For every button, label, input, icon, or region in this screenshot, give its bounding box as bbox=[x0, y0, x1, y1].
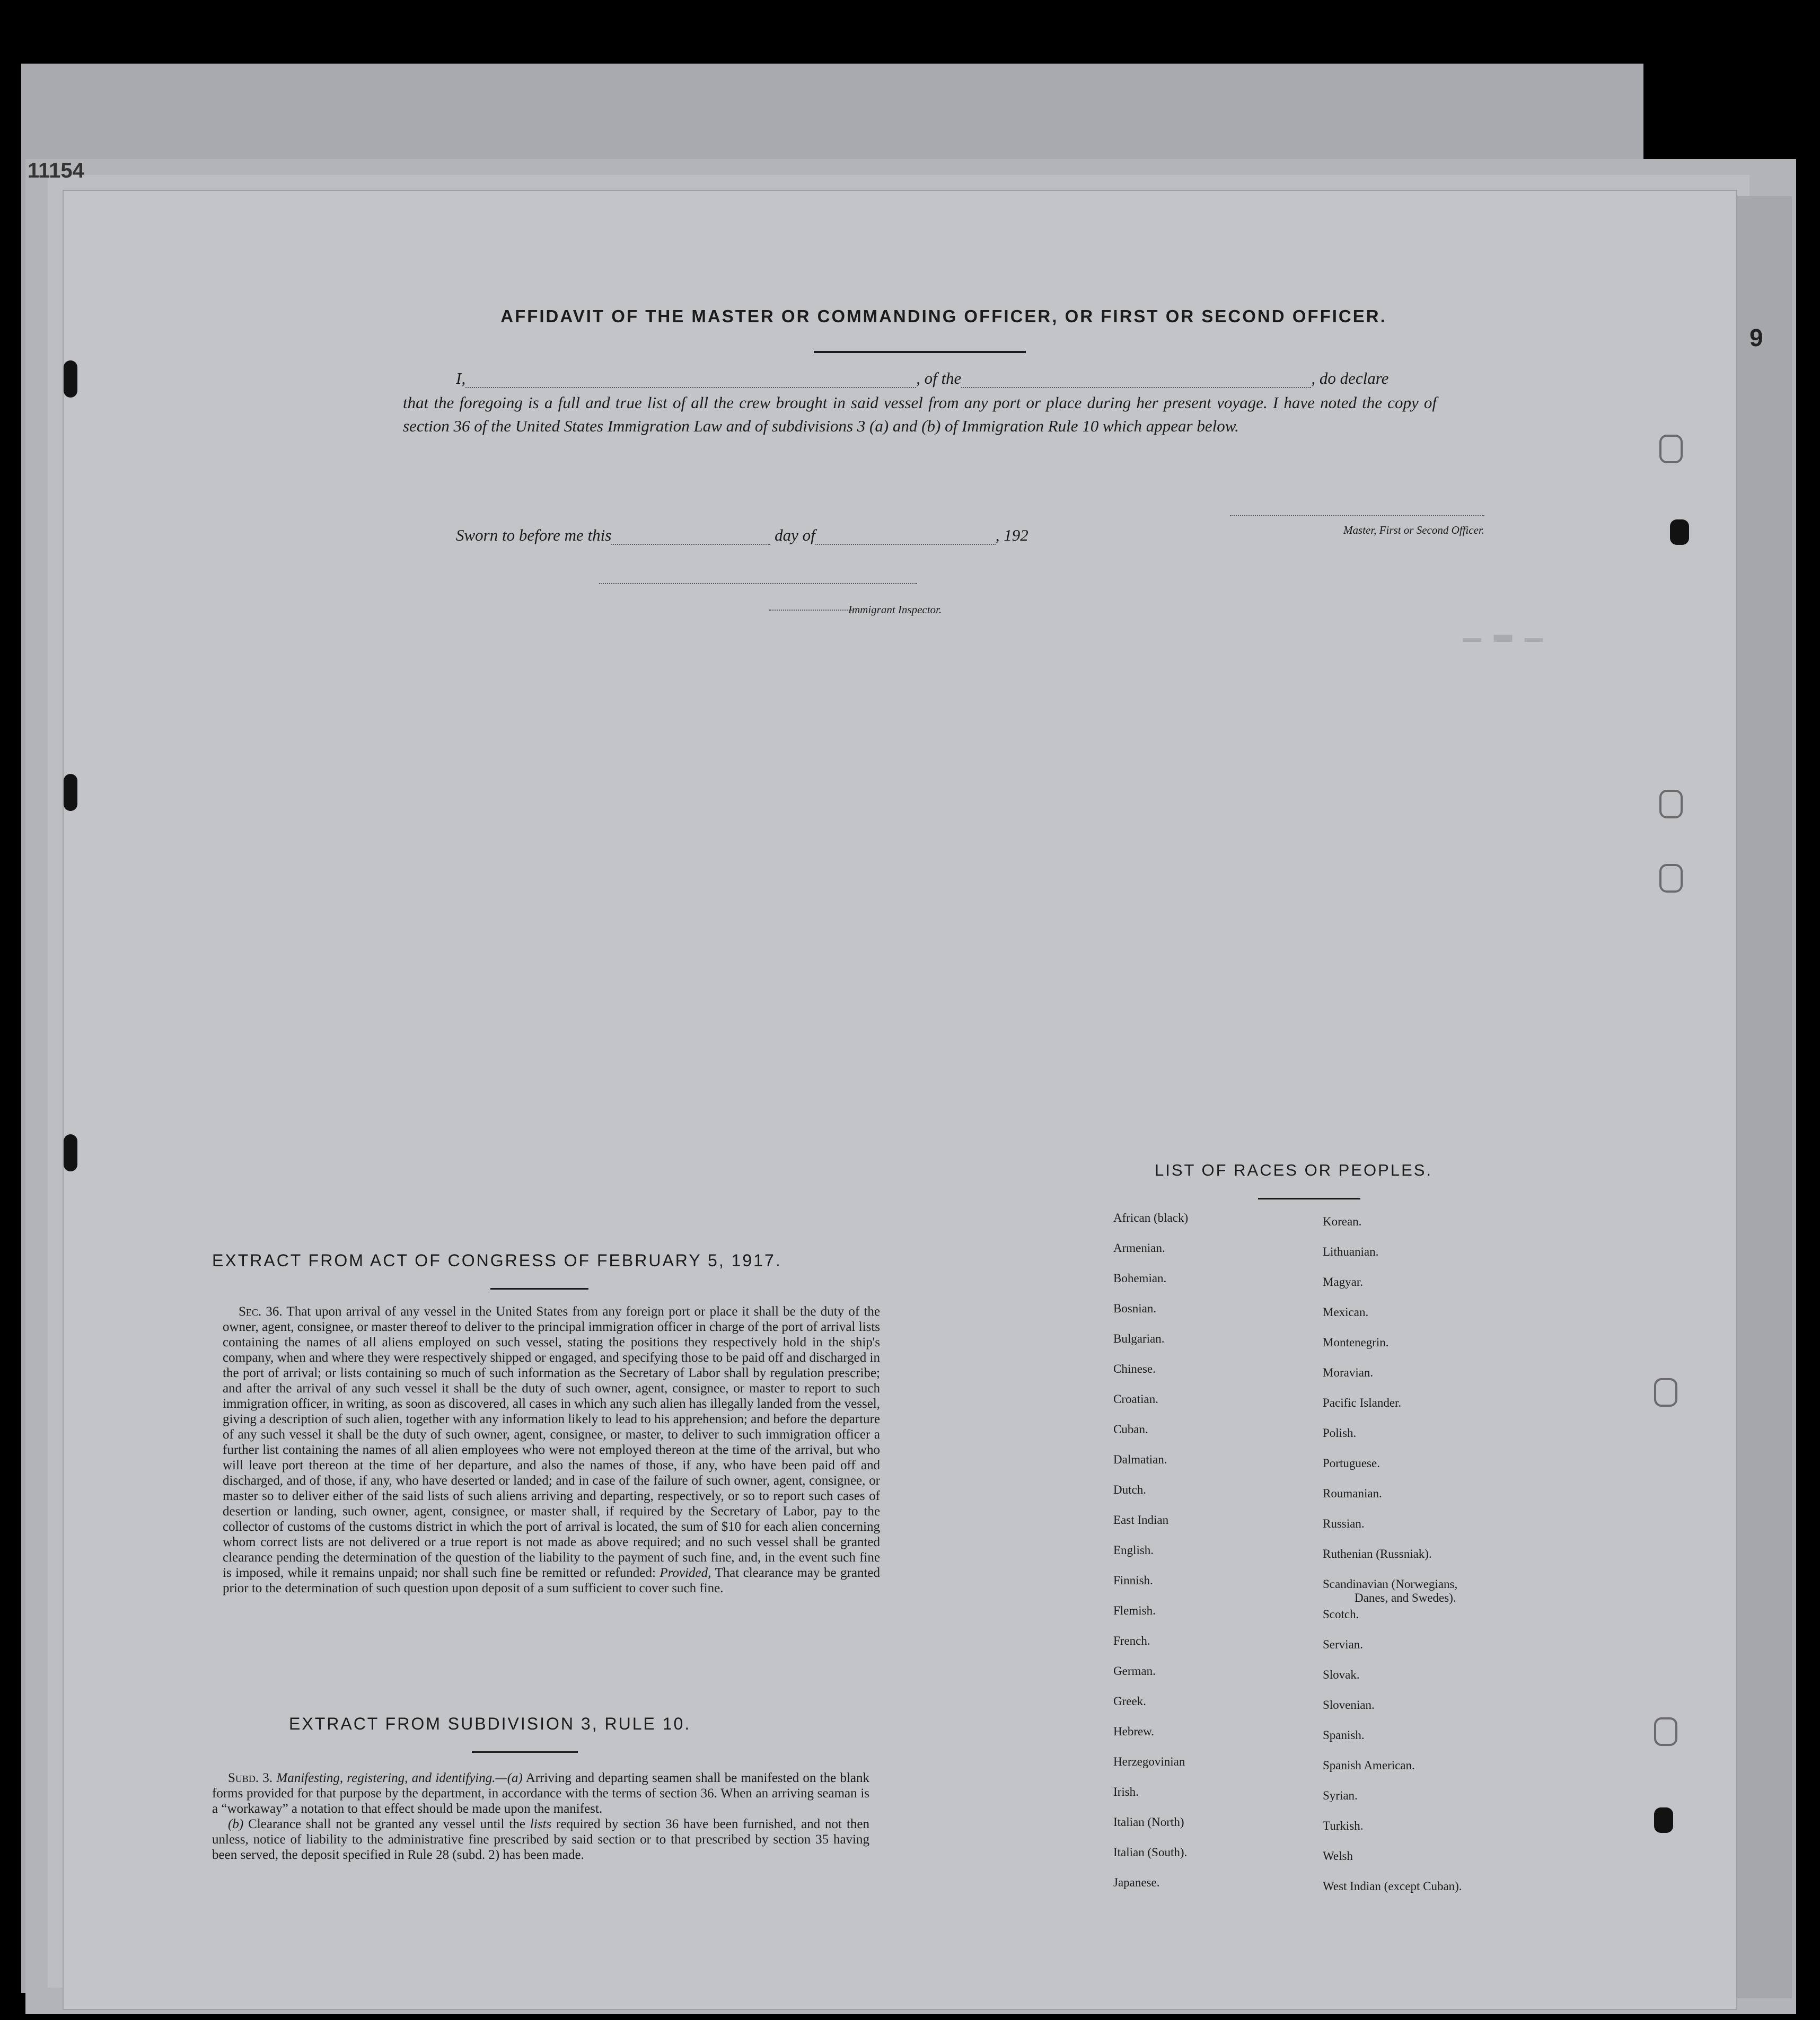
race-item: Spanish. bbox=[1323, 1728, 1365, 1742]
race-item: Moravian. bbox=[1323, 1366, 1374, 1379]
sworn-line bbox=[456, 526, 1028, 545]
document-page bbox=[64, 191, 1736, 2009]
race-item: Montenegrin. bbox=[1323, 1336, 1389, 1349]
race-item: Magyar. bbox=[1323, 1275, 1364, 1289]
race-item: African (black) bbox=[1113, 1211, 1189, 1224]
race-item: Chinese. bbox=[1113, 1362, 1156, 1375]
act-title-rule bbox=[490, 1288, 588, 1290]
race-item: Dutch. bbox=[1113, 1483, 1146, 1496]
race-item: Hebrew. bbox=[1113, 1725, 1155, 1738]
section-text: That upon arrival of any vessel in the United States from any foreign port or place it shall be the duty of the owner, agent, consignee, or master thereof to deliver to the principal immigration officer in charge of the port of arrival lists containing the names of all aliens employed on such vessel, stating the positions they respectively hold in the ship's company, when and where they were respectively shipped or engaged, and specifying those to be paid off and discharged in the port of arrival; or lists containing so much of such information as the Secretary of Labor shall by regulation prescribe; and after the arrival of any such vessel it shall be the duty of such owner, agent, consignee, or master to report to such immigration officer, in writing, as soon as discovered, all cases in which any such alien has illegally landed from the vessel, giving a description of such alien, together with any information likely to lead to his apprehension; and before the departure of any such vessel it shall be the duty of such owner, agent, consignee, or master, to deliver to such immigration officer a further list containing the names of all alien employees who were not employed thereon at the time of the arrival, but who will leave port thereon at the time of her departure, and also the names of those, if any, who have been paid off and discharged, and of those, if any, who have deserted or landed; and in case of the failure of such owner, agent, consignee, or master so to deliver either of the said lists of such aliens arriving and departing, respectively, or so to report such cases of desertion or landing, such owner, agent, consignee, or master shall, if required by the Secretary of Labor, pay to the collector of customs of the customs district in which the port of arrival is located, the sum of $10 for each alien concerning whom correct lists are not delivered or a true report is not made as above required; and no such vessel shall be granted clearance pending the determination of the question of the liability to the payment of such fine, and, in the event such fine is imposed, while it remains unpaid; nor shall such fine be remitted or refunded: bbox=[223, 1304, 880, 1580]
race-item: Portuguese. bbox=[1323, 1457, 1380, 1470]
binder-ring bbox=[1654, 1717, 1677, 1746]
sworn-month-blank[interactable] bbox=[815, 544, 996, 545]
race-item: Flemish. bbox=[1113, 1604, 1156, 1617]
race-item: Russian. bbox=[1323, 1517, 1365, 1530]
rule-extract-title: EXTRACT FROM SUBDIVISION 3, RULE 10. bbox=[289, 1714, 691, 1733]
declaration-text: that the foregoing is a full and true list of all the crew brought in said vessel from any port or place during her present voyage. I have noted the copy of section 36 of the United States Immigration Law and of subdivisions 3 (a) and (b) of Immigration Rule 10 which appear below. bbox=[403, 393, 1437, 435]
binder-hole bbox=[64, 360, 77, 398]
race-item: Slovak. bbox=[1323, 1668, 1360, 1681]
sworn-year: , 192 bbox=[995, 526, 1028, 544]
race-item: English. bbox=[1113, 1543, 1154, 1557]
binder-hole bbox=[64, 774, 77, 811]
races-title: LIST OF RACES OR PEOPLES. bbox=[1154, 1161, 1433, 1179]
race-item: German. bbox=[1113, 1664, 1156, 1678]
race-item-line: Scandinavian (Norwegians, bbox=[1323, 1577, 1458, 1591]
title-rule bbox=[814, 351, 1026, 353]
races-title-rule bbox=[1258, 1198, 1360, 1199]
subdivision-b bbox=[212, 1816, 869, 1863]
race-item: Japanese. bbox=[1113, 1876, 1160, 1889]
affidavit-title: AFFIDAVIT OF THE MASTER OR COMMANDING OFFICER, OR FIRST OR SECOND OFFICER. bbox=[500, 306, 1387, 326]
rule-title-rule bbox=[472, 1751, 578, 1753]
race-item: Polish. bbox=[1323, 1426, 1357, 1440]
binder-ring bbox=[1654, 1378, 1677, 1407]
subdivision-label: Subd. 3. bbox=[228, 1771, 273, 1785]
proviso-text: That clearance may be granted prior to the determination of such question upon deposit of a sum sufficient to cover such fine. bbox=[223, 1566, 880, 1595]
race-item: French. bbox=[1113, 1634, 1150, 1647]
section-label: Sec. 36. bbox=[239, 1304, 283, 1319]
race-item: Bulgarian. bbox=[1113, 1332, 1165, 1345]
binder-ring bbox=[1659, 435, 1683, 463]
race-item: East Indian bbox=[1113, 1513, 1169, 1527]
race-item: Pacific Islander. bbox=[1323, 1396, 1402, 1409]
race-item: Dalmatian. bbox=[1113, 1453, 1167, 1466]
subdivision-b-lists: lists bbox=[530, 1817, 552, 1831]
subdivision-b-label: (b) bbox=[228, 1817, 244, 1831]
race-item: Italian (North) bbox=[1113, 1815, 1184, 1829]
race-item: Scotch. bbox=[1323, 1608, 1359, 1621]
binder-ring bbox=[1659, 790, 1683, 818]
binder-hole bbox=[64, 1134, 77, 1171]
edge-number: 9 bbox=[1749, 324, 1763, 351]
binder-ring bbox=[1659, 864, 1683, 893]
subdivision-a bbox=[212, 1770, 869, 1816]
race-item: Italian (South). bbox=[1113, 1846, 1188, 1859]
declaration-first-line bbox=[456, 369, 1388, 388]
race-item: Ruthenian (Russniak). bbox=[1323, 1547, 1432, 1560]
race-item: Cuban. bbox=[1113, 1423, 1148, 1436]
race-item: Finnish. bbox=[1113, 1574, 1153, 1587]
declaration-i: I, bbox=[456, 369, 466, 387]
race-item: Mexican. bbox=[1323, 1305, 1369, 1319]
subdivision-heading: Manifesting, registering, and identifying.—(a) bbox=[276, 1771, 523, 1785]
binder-hole bbox=[1654, 1807, 1673, 1833]
race-item: Welsh bbox=[1323, 1849, 1353, 1863]
vessel-blank[interactable] bbox=[961, 387, 1311, 388]
race-item: Servian. bbox=[1323, 1638, 1364, 1651]
rule-extract-body bbox=[212, 1770, 869, 1863]
race-item: Slovenian. bbox=[1323, 1698, 1375, 1712]
race-item-continuation: Danes, and Swedes). bbox=[1355, 1591, 1456, 1604]
sworn-prefix: Sworn to before me this bbox=[456, 526, 612, 544]
inspector-caption: Immigrant Inspector. bbox=[848, 603, 942, 616]
race-item: Greek. bbox=[1113, 1695, 1146, 1708]
inspector-caption-rule bbox=[769, 610, 854, 611]
race-item: Syrian. bbox=[1323, 1789, 1358, 1802]
act-extract-body bbox=[223, 1304, 880, 1596]
sworn-day-blank[interactable] bbox=[611, 544, 770, 545]
race-item: Herzegovinian bbox=[1113, 1755, 1185, 1768]
race-item: Bosnian. bbox=[1113, 1302, 1157, 1315]
name-blank[interactable] bbox=[465, 387, 916, 388]
race-item: Roumanian. bbox=[1323, 1487, 1382, 1500]
stub-number: 11154 bbox=[28, 159, 84, 182]
race-item: Korean. bbox=[1323, 1215, 1362, 1228]
inspector-signature-line[interactable] bbox=[599, 583, 917, 584]
race-item: Armenian. bbox=[1113, 1241, 1165, 1255]
race-item: Bohemian. bbox=[1113, 1272, 1167, 1285]
subdivision-a-text: Arriving and departing seamen shall be manifested on the blank forms provided for that purpose by the department, in accordance with the terms of section 36. When an arriving seaman is a “workaway” a notation to that effect should be made upon the manifest. bbox=[212, 1771, 869, 1816]
subdivision-b-post: required by section 36 have been furnished, and not then unless, notice of liability to the administrative fine prescribed by said section or to that prescribed by section 35 having been served, the deposit specified in Rule 28 (subd. 2) has been made. bbox=[212, 1817, 869, 1862]
race-item: West Indian (except Cuban). bbox=[1323, 1880, 1462, 1893]
race-item: Turkish. bbox=[1323, 1819, 1364, 1832]
bleed-through-marks: ▁ ▂ ▁ bbox=[1463, 615, 1546, 641]
binder-hole bbox=[1670, 519, 1689, 545]
master-caption: Master, First or Second Officer. bbox=[1343, 524, 1484, 536]
proviso-word: Provided, bbox=[660, 1566, 711, 1580]
race-item bbox=[1323, 1577, 1457, 1605]
master-signature-line[interactable] bbox=[1230, 515, 1484, 516]
race-item: Croatian. bbox=[1113, 1392, 1158, 1406]
subdivision-b-pre: Clearance shall not be granted any vessel until the bbox=[248, 1817, 525, 1831]
race-item: Irish. bbox=[1113, 1785, 1139, 1798]
sworn-day-of: day of bbox=[775, 526, 815, 544]
race-item: Spanish American. bbox=[1323, 1759, 1415, 1772]
declaration-of-the: , of the bbox=[916, 369, 962, 387]
race-item: Lithuanian. bbox=[1323, 1245, 1379, 1258]
act-extract-title: EXTRACT FROM ACT OF CONGRESS OF FEBRUARY 5, 1917. bbox=[212, 1251, 782, 1270]
declaration-do-declare: , do declare bbox=[1311, 369, 1389, 387]
